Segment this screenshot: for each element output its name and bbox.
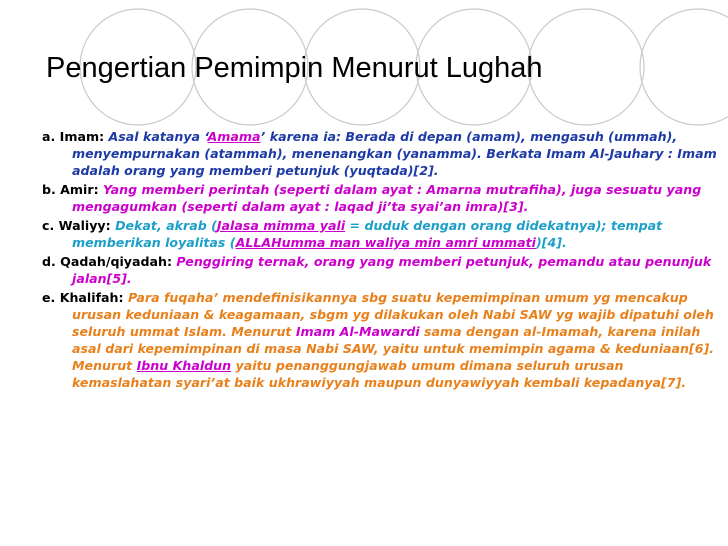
item-text: ’ karena ia: Berada di depan (amam), mengasuh (ummah), menyempurnakan (atammah), menenangkan (yanamma). Berkata Imam Al-Jauhary : Imam adalah orang yang memberi petunjuk (yuqtada)[2]. — [72, 129, 717, 178]
keyword-ibnu-khaldun: Ibnu Khaldun — [136, 358, 232, 373]
item-label: a. Imam — [42, 129, 100, 144]
slide-title: Pengertian Pemimpin Menurut Lughah — [46, 52, 543, 84]
item-text: Yang memberi perintah (seperti dalam ayat : Amarna mutrafiha), juga sesuatu yang mengagumkan (seperti dalam ayat : laqad ji’ta syai’an imra)[3]. — [72, 182, 702, 214]
item-colon: : — [118, 290, 128, 305]
keyword-amama: Amama — [207, 129, 261, 144]
item-text: Penggiring ternak, orang yang memberi petunjuk, pemandu atau penunjuk jalan[5]. — [72, 254, 712, 286]
item-text: Asal katanya ‘ — [108, 129, 208, 144]
item-imam — [42, 128, 718, 179]
item-label: d. Qadah/qiyadah — [42, 254, 167, 269]
item-amir — [42, 181, 718, 215]
item-text: Dekat, akrab ( — [115, 218, 217, 233]
decorative-circle — [640, 9, 728, 125]
item-qadah — [42, 253, 718, 287]
definition-list — [42, 128, 718, 393]
keyword-al-mawardi: Imam Al-Mawardi — [295, 324, 420, 339]
item-colon: : — [105, 218, 116, 233]
item-text: sama dengan al-Imamah, karena inilah asal dari kepemimpinan di masa Nabi SAW, yaitu untuk memimpin agama & keduniaan[6]. Menurut — [72, 324, 715, 373]
item-text: = duduk dengan orang didekatnya); tempat memberikan loyalitas ( — [72, 218, 663, 250]
item-text: )[4]. — [535, 235, 567, 250]
item-text: Para fuqaha’ mendefinisikannya sbg suatu kepemimpinan umum yg mencakup urusan keduniaan & keagamaan, sbgm yg dilakukan oleh Nabi SAW yg wajib dipatuhi oleh seluruh ummat Islam. Menurut — [72, 290, 714, 339]
decorative-circle — [528, 9, 644, 125]
item-waliyy — [42, 217, 718, 251]
item-text: yaitu penanggungjawab umum dimana seluruh urusan kemaslahatan syari’at baik ukhrawiyyah maupun dunyawiyyah kembali kepadanya[7]. — [72, 358, 687, 390]
item-colon: : — [93, 182, 104, 197]
item-colon: : — [166, 254, 177, 269]
keyword-allahumma: ALLAHumma man waliya min amri ummati — [235, 235, 536, 250]
item-label: e. Khalifah — [42, 290, 119, 305]
item-colon: : — [99, 129, 109, 144]
item-label: b. Amir — [42, 182, 94, 197]
keyword-jalasa: Jalasa mimma yali — [216, 218, 346, 233]
item-label: c. Waliyy — [42, 218, 106, 233]
item-khalifah — [42, 289, 718, 391]
